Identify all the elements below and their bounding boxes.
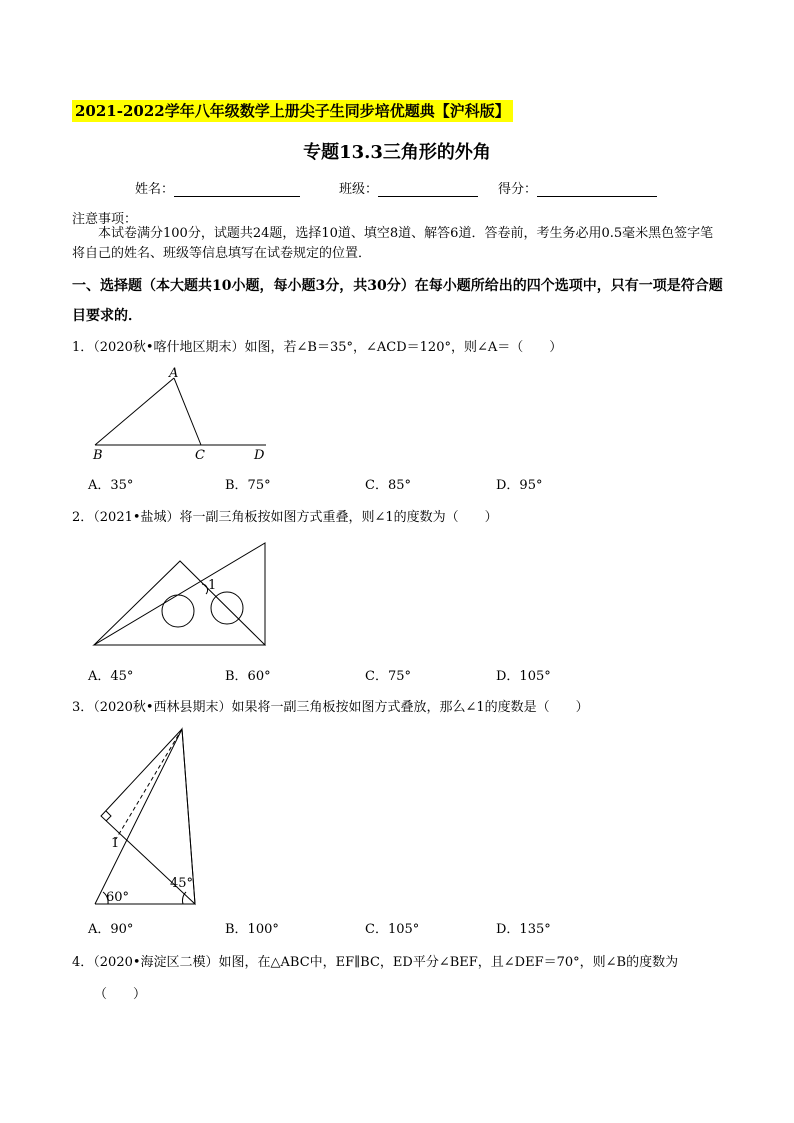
notes-body: 本试卷满分100分，试题共24题，选择10道、填空8道、解答6道．答卷前，考生务必用0.5毫米黑色签字笔将自己的姓名、班级等信息填写在试卷规定的位置． — [72, 226, 714, 261]
label-C: C — [195, 448, 205, 463]
section-heading: 一、选择题（本大题共10小题，每小题3分，共30分）在每小题所给出的四个选项中，只有一项是符合题目要求的． — [72, 278, 723, 324]
q2-option-a[interactable]: A．45° — [88, 669, 134, 684]
q3-option-a[interactable]: A．90° — [88, 922, 134, 937]
question-1-figure — [88, 364, 278, 464]
class-field — [339, 178, 478, 197]
class-blank[interactable] — [378, 196, 478, 197]
q3-option-b[interactable]: B．100° — [225, 922, 279, 937]
name-label: 姓名： — [135, 182, 175, 197]
q2-option-d[interactable]: D．105° — [496, 669, 551, 684]
question-3-stem: 3．（2020秋•西林县期末）如果将一副三角板按如图方式叠放，那么∠1的度数是（ ） — [72, 700, 589, 715]
series-banner: 2021-2022学年八年级数学上册尖子生同步培优题典【沪科版】 — [72, 100, 513, 122]
q2-option-b[interactable]: B．60° — [225, 669, 271, 684]
label-A: A — [169, 366, 179, 381]
class-label: 班级： — [339, 182, 379, 197]
question-4-stem: 4．（2020•海淀区二模）如图，在△ABC中，EF∥BC，ED平分∠BEF，且∠DEF＝70°，则∠B的度数为 — [72, 955, 679, 970]
q1-option-a[interactable]: A．35° — [88, 478, 134, 493]
q1-option-b[interactable]: B．75° — [225, 478, 271, 493]
angle-45-label: 45° — [170, 876, 194, 891]
score-label: 得分： — [498, 182, 538, 197]
question-3-figure — [88, 722, 208, 908]
q1-option-d[interactable]: D．95° — [496, 478, 543, 493]
question-2-stem: 2．（2021•盐城）将一副三角板按如图方式重叠，则∠1的度数为（ ） — [72, 510, 498, 525]
q3-option-c[interactable]: C．105° — [365, 922, 420, 937]
score-blank[interactable] — [537, 196, 657, 197]
angle-60-label: 60° — [106, 890, 130, 905]
q1-option-c[interactable]: C．85° — [365, 478, 411, 493]
q2-option-c[interactable]: C．75° — [365, 669, 411, 684]
question-4-answer-blank: （ ） — [94, 987, 147, 1002]
question-2-figure — [88, 538, 273, 650]
label-D: D — [254, 448, 265, 463]
angle-1-label: 1 — [111, 836, 120, 851]
angle-1-label: 1 — [208, 578, 217, 593]
question-1-stem: 1．（2020秋•喀什地区期末）如图，若∠B＝35°，∠ACD＝120°，则∠A＝（ ） — [72, 340, 563, 355]
notes-heading: 注意事项： — [72, 212, 138, 227]
name-field — [135, 178, 300, 197]
score-field — [498, 178, 657, 197]
label-B: B — [93, 448, 103, 463]
page-title: 专题13.3三角形的外角 — [303, 142, 491, 163]
q3-option-d[interactable]: D．135° — [496, 922, 551, 937]
name-blank[interactable] — [174, 196, 300, 197]
